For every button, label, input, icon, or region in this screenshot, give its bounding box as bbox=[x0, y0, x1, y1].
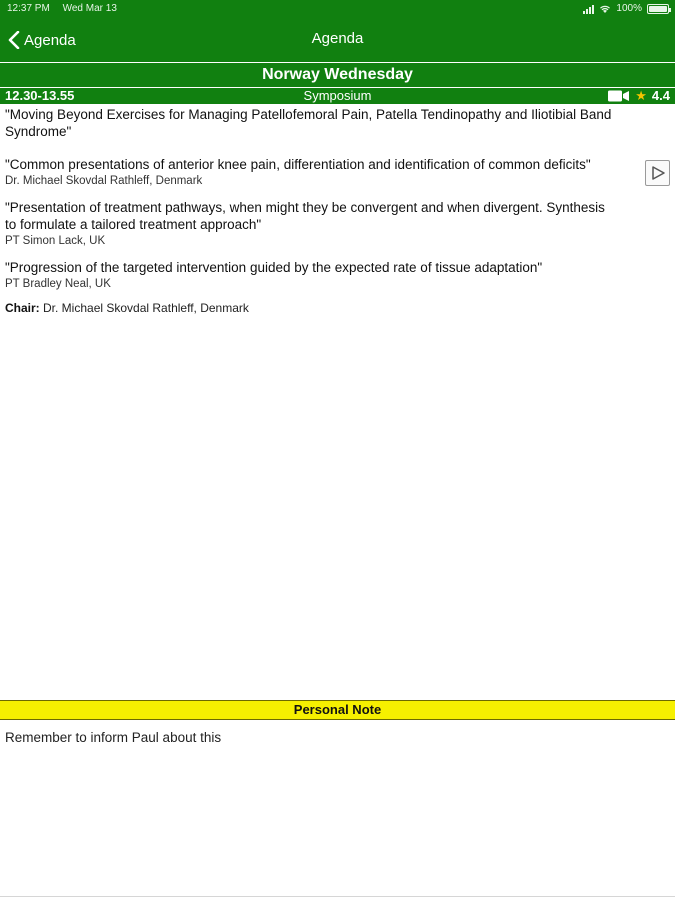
status-bar bbox=[0, 0, 675, 18]
chair-name: Dr. Michael Skovdal Rathleff, Denmark bbox=[43, 301, 249, 315]
session-header bbox=[0, 88, 675, 104]
nav-bar bbox=[0, 18, 675, 62]
top-header bbox=[0, 0, 675, 62]
page-title: Agenda bbox=[311, 30, 364, 47]
talk-title: "Presentation of treatment pathways, when might they be convergent and when divergent. Synthesis to formulate a tailored treatment approach" bbox=[5, 200, 605, 232]
talk-speaker: PT Simon Lack, UK bbox=[5, 235, 106, 247]
session-details bbox=[5, 106, 665, 315]
day-header: Norway Wednesday bbox=[0, 63, 675, 87]
back-button-label: Agenda bbox=[24, 31, 76, 49]
talk-item bbox=[5, 199, 665, 248]
talk-title: "Progression of the targeted intervention guided by the expected rate of tissue adaptation" bbox=[5, 260, 543, 275]
play-button[interactable] bbox=[645, 160, 670, 186]
talk-item bbox=[5, 156, 665, 188]
personal-note-textarea[interactable]: Remember to inform Paul about this bbox=[0, 721, 675, 897]
session-rating: 4.4 bbox=[651, 88, 670, 103]
star-icon: ★ bbox=[635, 88, 647, 103]
personal-note-header: Personal Note bbox=[0, 700, 675, 720]
talk-speaker: PT Bradley Neal, UK bbox=[5, 278, 111, 290]
talk-speaker: Dr. Michael Skovdal Rathleff, Denmark bbox=[5, 175, 203, 187]
session-time: 12.30-13.55 bbox=[5, 88, 75, 103]
session-chair bbox=[5, 301, 665, 315]
battery-icon bbox=[647, 4, 669, 14]
video-icon[interactable] bbox=[608, 90, 630, 102]
talk-title: "Common presentations of anterior knee pain, differentiation and identification of common deficits" bbox=[5, 157, 591, 172]
session-type: Symposium bbox=[303, 88, 372, 103]
status-date: Wed Mar 13 bbox=[62, 3, 117, 14]
session-title: "Moving Beyond Exercises for Managing Patellofemoral Pain, Patella Tendinopathy and Iliotibial Band Syndrome" bbox=[5, 107, 612, 139]
wifi-icon bbox=[599, 4, 611, 14]
talk-item bbox=[5, 259, 665, 291]
battery-percent: 100% bbox=[616, 3, 642, 14]
status-time: 12:37 PM bbox=[7, 3, 50, 14]
signal-icon bbox=[583, 5, 594, 14]
chair-label: Chair: bbox=[5, 301, 40, 315]
play-icon bbox=[651, 166, 665, 180]
